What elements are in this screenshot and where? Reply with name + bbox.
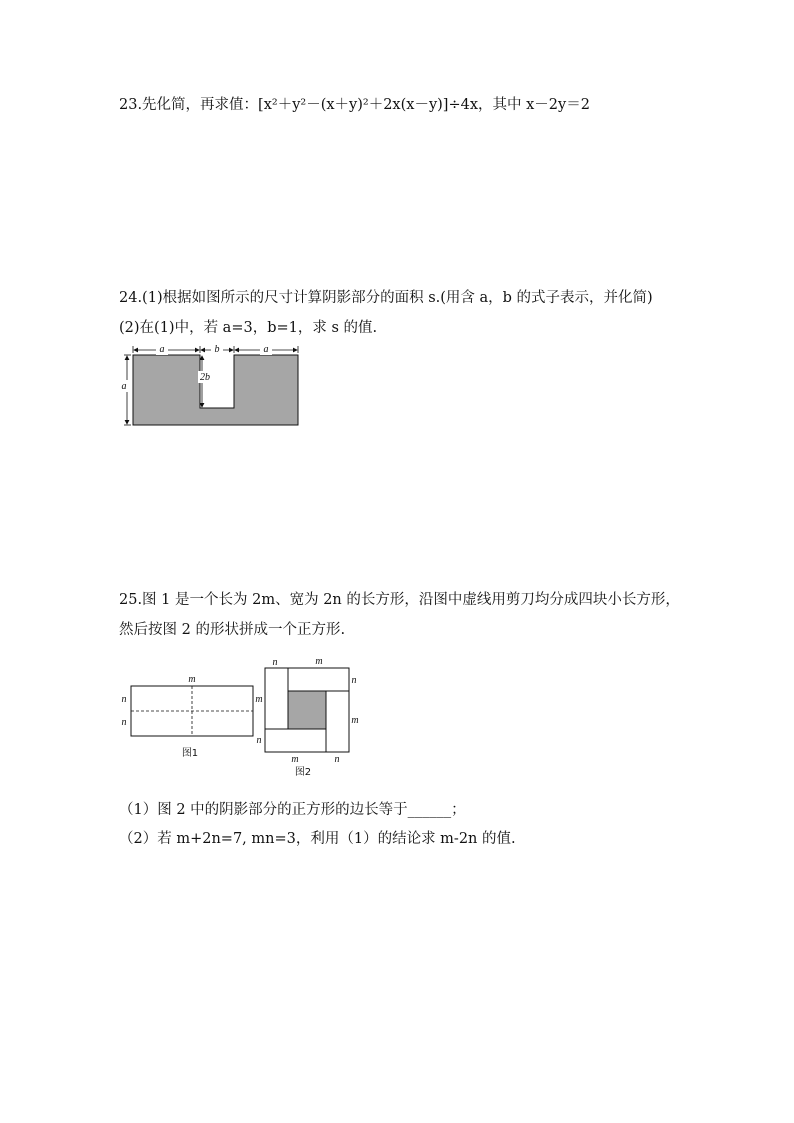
question-24-part1: 24.(1)根据如图所示的尺寸计算阴影部分的面积 s.(用含 a，b 的式子表示，并化简) — [119, 290, 653, 306]
fig1-label-m: m — [188, 674, 196, 685]
fig2-label-m-right: m — [351, 715, 359, 726]
fig1-label-n-bottom: n — [121, 717, 127, 728]
q24-label-a-left: a — [159, 344, 165, 355]
question-25-line1: 25.图 1 是一个长为 2m、宽为 2n 的长方形，沿图中虚线用剪刀均分成四块小长方形， — [119, 592, 680, 608]
fig2-label-n-right: n — [351, 675, 357, 686]
q24-label-a-right: a — [263, 344, 269, 355]
fig2-caption: 图2 — [294, 767, 312, 778]
q25-figure-2 — [255, 656, 365, 780]
fig2-label-m-bottom: m — [291, 754, 299, 765]
fig1-caption: 图1 — [181, 748, 199, 759]
fig2-label-n-top-left: n — [272, 657, 278, 668]
fig2-label-m-top: m — [315, 656, 323, 667]
q24-label-2b: 2b — [200, 372, 210, 383]
q25-figure-1 — [118, 672, 258, 764]
fig1-label-n-top: n — [121, 694, 127, 705]
q24-label-a-side: a — [121, 381, 127, 392]
fig2-label-n-left: n — [256, 735, 262, 746]
q24-shaded-region — [133, 355, 298, 425]
q24-label-b: b — [214, 344, 220, 355]
fig2-shaded-square — [288, 691, 326, 729]
question-25-sub1: （1）图 2 中的阴影部分的正方形的边长等于______； — [119, 802, 466, 818]
fig2-label-n-bottom: n — [334, 754, 340, 765]
fig2-label-m-left: m — [255, 694, 263, 705]
question-24-part2: (2)在(1)中，若 a=3，b=1，求 s 的值. — [119, 320, 378, 336]
question-23-text: 23.先化简，再求值：[x²＋y²－(x＋y)²＋2x(x－y)]÷4x，其中 x－2y＝2 — [119, 97, 590, 113]
q24-figure — [118, 340, 308, 432]
question-25-sub2: （2）若 m+2n=7, mn=3，利用（1）的结论求 m-2n 的值. — [119, 831, 516, 847]
question-25-line2: 然后按图 2 的形状拼成一个正方形. — [119, 622, 346, 638]
